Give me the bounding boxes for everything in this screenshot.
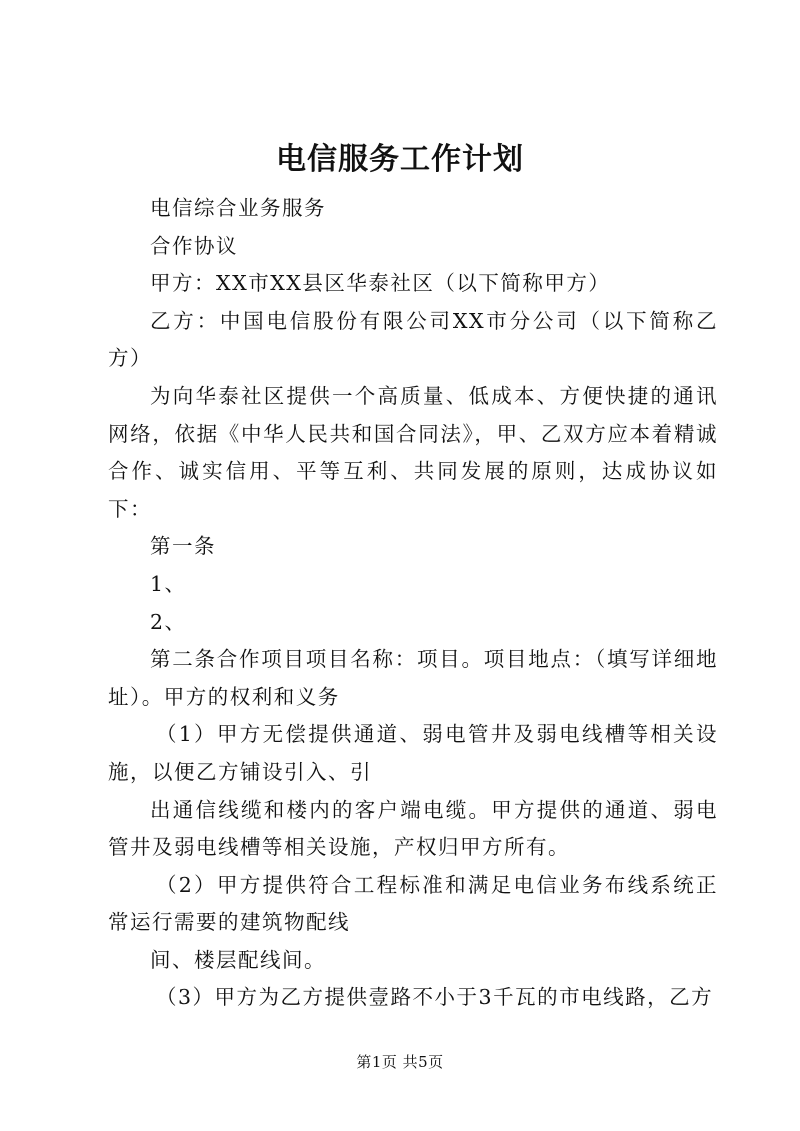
paragraph-service-heading: 电信综合业务服务 [150, 196, 326, 220]
paragraph-party-b: 乙方：中国电信股份有限公司XX市分公司（以下简称乙方） [108, 308, 718, 371]
paragraph-obligation-3: （3）甲方为乙方提供壹路不小于3千瓦的市电线路，乙方 [156, 985, 714, 1010]
page-number: 第1页 共5页 [356, 1053, 444, 1071]
document-body [108, 190, 718, 1017]
paragraph-item-2: 2、 [150, 609, 187, 634]
paragraph-article-two: 第二条合作项目项目名称：项目。项目地点：（填写详细地址）。甲方的权利和义务 [108, 647, 718, 709]
paragraph-agreement-heading: 合作协议 [150, 233, 238, 258]
paragraph-preamble: 为向华泰社区提供一个高质量、低成本、方便快捷的通讯网络，依据《中华人民共和国合同法》，甲、乙双方应本着精诚合作、诚实信用、平等互利、共同发展的原则，达成协议如下： [108, 383, 718, 521]
paragraph-obligation-1-cont: 出通信线缆和楼内的客户端电缆。甲方提供的通道、弱电管井及弱电线槽等相关设施，产权归甲方所有。 [108, 797, 718, 860]
paragraph-item-1: 1、 [150, 571, 187, 596]
paragraph-party-a: 甲方：XX市XX县区华泰社区（以下简称甲方） [150, 271, 611, 296]
paragraph-obligation-2-cont: 间、楼层配线间。 [150, 947, 326, 972]
paragraph-article-one: 第一条 [150, 534, 216, 559]
paragraph-obligation-2: （2）甲方提供符合工程标准和满足电信业务布线系统正常运行需要的建筑物配线 [108, 872, 718, 935]
document-title: 电信服务工作计划 [276, 142, 524, 177]
paragraph-obligation-1: （1）甲方无偿提供通道、弱电管井及弱电线槽等相关设施，以便乙方铺设引入、引 [108, 722, 718, 784]
